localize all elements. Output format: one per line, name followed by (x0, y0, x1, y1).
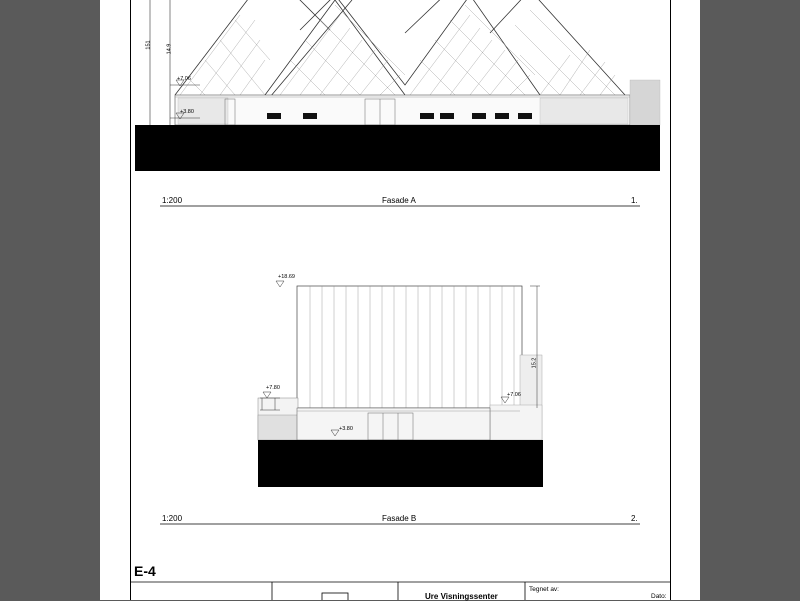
facade-a-height-dim-2: 14.9 (166, 43, 173, 55)
facade-b-level-1869: +18.69 (278, 274, 295, 280)
project-title: Ure Visningssenter (425, 592, 498, 601)
facade-b-level-706: +7.06 (507, 392, 521, 398)
drawing-sheet (100, 0, 700, 600)
sheet-number: E-4 (134, 563, 156, 579)
facade-b-height-dim: 15.2 (531, 357, 538, 369)
drawn-by-label: Tegnet av: (529, 586, 559, 593)
facade-a-level-380: +3.80 (180, 109, 194, 115)
facade-a-level-706: +7.06 (177, 76, 191, 82)
facade-b-number: 2. (631, 514, 638, 523)
facade-a-elevation (135, 0, 660, 171)
facade-b-level-380: +3.80 (339, 426, 353, 432)
facade-b-elevation (258, 281, 543, 487)
facade-a-height-dim: 151 (145, 40, 152, 50)
facade-a-title: Fasade A (382, 196, 416, 205)
facade-b-level-780: +7.80 (266, 385, 280, 391)
facade-a-scale: 1:200 (162, 196, 183, 205)
facade-a-number: 1. (631, 196, 638, 205)
facade-b-scale: 1:200 (162, 514, 183, 523)
title-block-lines (130, 582, 670, 600)
facade-b-title: Fasade B (382, 514, 417, 523)
elevation-drawings (100, 0, 700, 600)
date-label: Dato: (651, 593, 667, 600)
